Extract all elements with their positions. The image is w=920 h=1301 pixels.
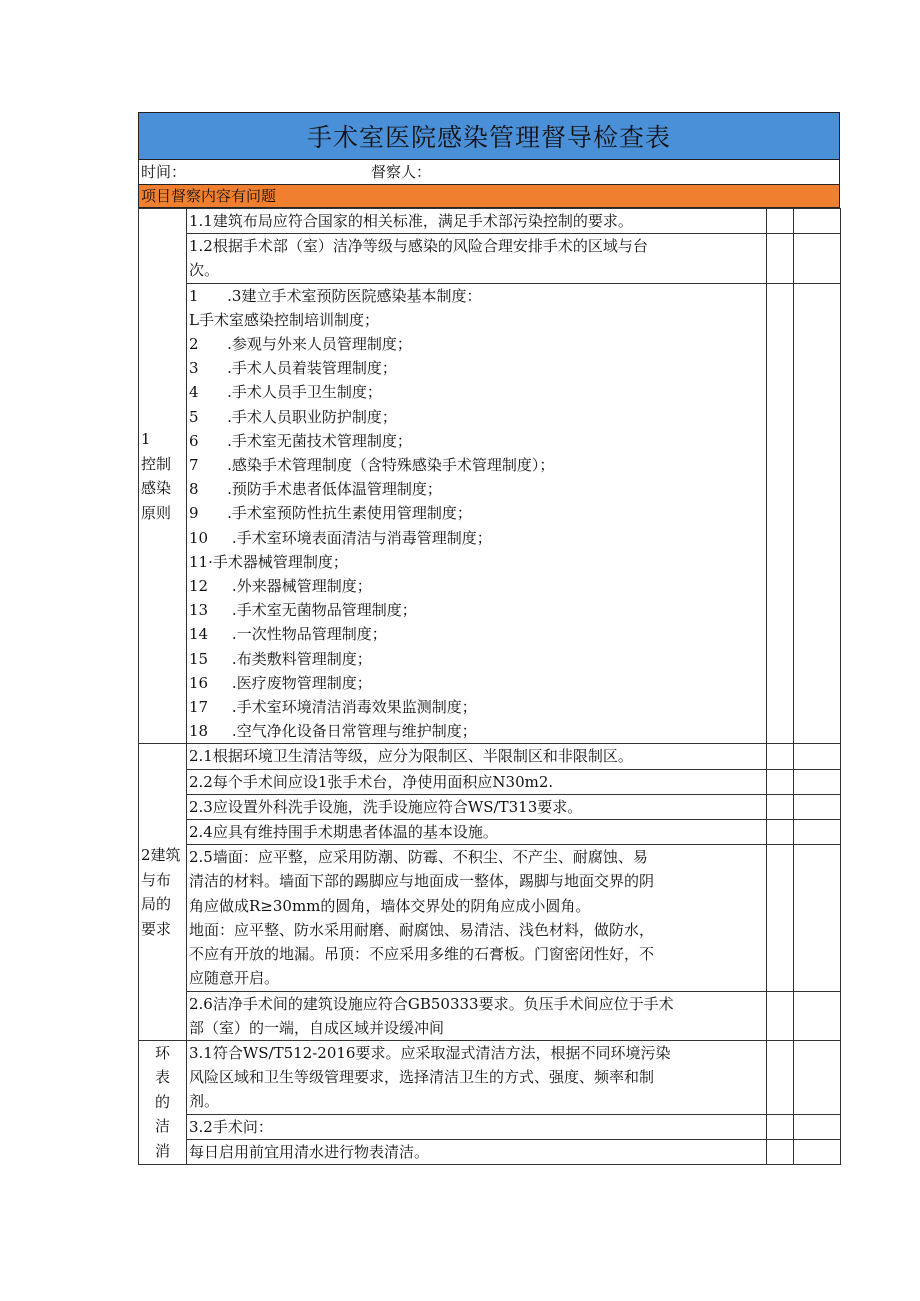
table-row [139,845,841,991]
item-line: 18 .空气净化设备日常管理与维护制度； [189,722,477,741]
item-content [187,744,767,769]
section-category-label: 2建筑 与布 局的 要求 [141,846,181,938]
table-row [139,283,841,744]
item-line: 1.2根据手术部（室）洁净等级与感染的风险合理安排手术的区域与台 [189,237,648,256]
item-line: 9 .手术室预防性抗生素使用管理制度； [189,504,472,523]
section-category [139,1040,187,1164]
item-line: 1 .3建立手术室预防医院感染基本制度： [189,286,482,305]
item-line: 15 .布类敷料管理制度； [189,649,372,668]
item-line: 12 .外来器械管理制度； [189,577,372,596]
inspector-label: 督察人： [371,163,432,181]
item-content [187,769,767,794]
item-content [187,1040,767,1114]
item-line: 2.3应设置外科洗手设施，洗手设施应符合WS/T313要求。 [189,797,583,816]
item-line: 2.4应具有维持围手术期患者体温的基本设施。 [189,823,498,842]
item-line: 每日启用前宜用清水进行物表清洁。 [189,1142,430,1161]
item-content [187,1114,767,1139]
column-header: 项目督察内容有问题 [138,185,840,208]
check-cell[interactable] [767,234,794,283]
item-line: 13 .手术室无菌物品管理制度； [189,601,417,620]
item-line: 部（室）的一端，自成区域并设缓冲间 [189,1018,445,1037]
item-content [187,820,767,845]
table-row [139,1139,841,1164]
table-row [139,1114,841,1139]
issue-cell[interactable] [794,769,841,794]
item-line: 3.2手术问： [189,1117,273,1136]
item-line: 17 .手术室环境清洁消毒效果监测制度； [189,698,477,717]
item-line: 清洁的材料。墙面下部的踢脚应与地面成一整体，踢脚与地面交界的阴 [189,872,655,891]
item-line: 3 .手术人员着装管理制度； [189,359,397,378]
table-row [139,744,841,769]
item-line: 2.1根据环境卫生清洁等级，应分为限制区、半限制区和非限制区。 [189,747,633,766]
item-content [187,234,767,283]
section-category-label: 环 表 的 洁 消 [154,1043,170,1160]
issue-cell[interactable] [794,1139,841,1164]
section-category [139,209,187,744]
item-line: 次。 [189,261,220,280]
item-line: 角应做成R≥30mm的圆角，墙体交界处的阴角应成小圆角。 [189,896,591,915]
check-cell[interactable] [767,744,794,769]
check-cell[interactable] [767,1040,794,1114]
table-row [139,991,841,1040]
item-line: 3.1符合WS/T512-2016要求。应采取湿式清洁方法，根据不同环境污染 [189,1043,671,1062]
item-line: 2.2每个手术间应设1张手术台，净使用面积应N30m2. [189,772,554,791]
check-cell[interactable] [767,209,794,234]
check-cell[interactable] [767,794,794,819]
item-line: 16 .医疗废物管理制度； [189,673,372,692]
section-category [139,744,187,1040]
table-row [139,1040,841,1114]
item-line: L手术室感染控制培训制度； [189,310,379,329]
table-row [139,209,841,234]
item-line: 14 .一次性物品管理制度； [189,625,387,644]
issue-cell[interactable] [794,991,841,1040]
item-content [187,845,767,991]
item-line: 地面：应平整、防水采用耐磨、耐腐蚀、易清洁、浅色材料，做防水， [189,920,655,939]
check-cell[interactable] [767,991,794,1040]
meta-row [138,160,840,185]
item-line: 6 .手术室无菌技术管理制度； [189,431,412,450]
item-line: 应随意开启。 [189,969,280,988]
table-row [139,769,841,794]
item-content [187,209,767,234]
item-line: 2 .参观与外来人员管理制度； [189,335,412,354]
table-row [139,820,841,845]
item-content [187,794,767,819]
issue-cell[interactable] [794,794,841,819]
check-cell[interactable] [767,1114,794,1139]
item-line: 不应有开放的地漏。吊顶：不应采用多维的石膏板。门窗密闭性好，不 [189,945,655,964]
item-line: 7 .感染手术管理制度（含特殊感染手术管理制度）； [189,456,555,475]
item-line: 风险区域和卫生等级管理要求，选择清洁卫生的方式、强度、频率和制 [189,1068,655,1087]
section-category-label: 1 控制 感染 原则 [141,430,172,522]
item-content [187,991,767,1040]
issue-cell[interactable] [794,744,841,769]
table-row [139,234,841,283]
check-cell[interactable] [767,1139,794,1164]
check-cell[interactable] [767,283,794,744]
issue-cell[interactable] [794,845,841,991]
item-line: 1.1建筑布局应符合国家的相关标准，满足手术部污染控制的要求。 [189,212,633,230]
sheet-title: 手术室医院感染管理督导检查表 [138,112,840,160]
table-row [139,794,841,819]
inspection-sheet [138,112,840,1165]
issue-cell[interactable] [794,1114,841,1139]
item-content [187,1139,767,1164]
issue-cell[interactable] [794,234,841,283]
issue-cell[interactable] [794,283,841,744]
item-line: 2.6洁净手术间的建筑设施应符合GB50333要求。负压手术间应位于手术 [189,994,674,1013]
check-cell[interactable] [767,820,794,845]
item-line: 11·手术器械管理制度； [189,552,348,571]
check-cell[interactable] [767,769,794,794]
item-line: 8 .预防手术患者低体温管理制度； [189,480,442,499]
inspection-table [138,208,841,1165]
issue-cell[interactable] [794,209,841,234]
item-line: 4 .手术人员手卫生制度； [189,383,382,402]
issue-cell[interactable] [794,820,841,845]
time-label: 时间： [141,163,187,181]
item-line: 10 .手术室环境表面清洁与消毒管理制度； [189,528,492,547]
item-line: 剂。 [189,1092,220,1111]
item-line: 2.5墙面：应平整，应采用防潮、防霉、不积尘、不产尘、耐腐蚀、易 [189,848,648,867]
item-line: 5 .手术人员职业防护制度； [189,407,397,426]
item-content [187,283,767,744]
issue-cell[interactable] [794,1040,841,1114]
check-cell[interactable] [767,845,794,991]
